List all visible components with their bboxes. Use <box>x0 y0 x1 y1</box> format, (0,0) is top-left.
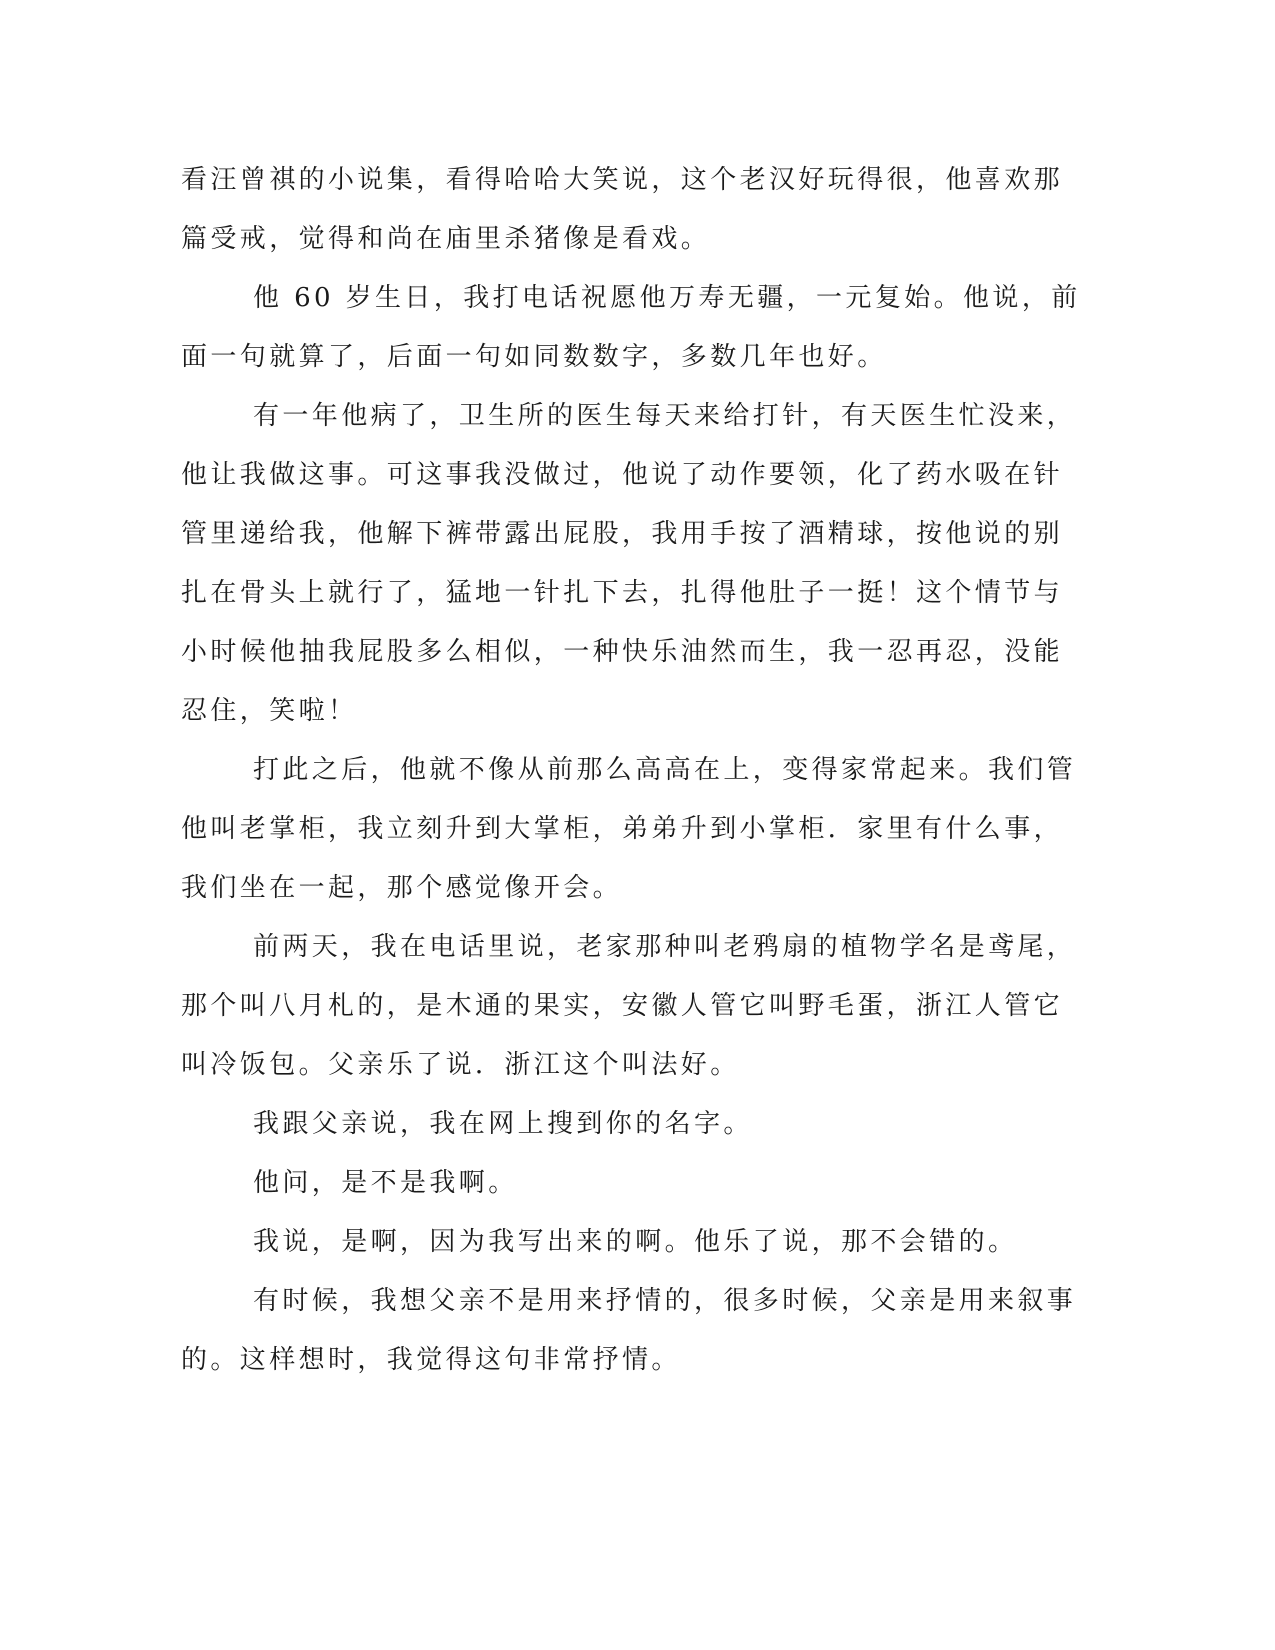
text-line: 我跟父亲说，我在网上搜到你的名字。 <box>253 1109 753 1139</box>
text-line: 有时候，我想父亲不是用来抒情的，很多时候，父亲是用来叙事 <box>253 1286 1077 1316</box>
text-line: 他让我做这事。可这事我没做过，他说了动作要领，化了药水吸在针 <box>181 460 1064 490</box>
text-line: 有一年他病了，卫生所的医生每天来给打针，有天医生忙没来， <box>253 401 1077 431</box>
text-line: 他问，是不是我啊。 <box>253 1168 518 1198</box>
text-line: 我说，是啊，因为我写出来的啊。他乐了说，那不会错的。 <box>253 1227 1018 1257</box>
text-line: 管里递给我，他解下裤带露出屁股，我用手按了酒精球，按他说的别 <box>181 519 1064 549</box>
text-line: 篇受戒，觉得和尚在庙里杀猪像是看戏。 <box>181 224 711 254</box>
text-line: 打此之后，他就不像从前那么高高在上，变得家常起来。我们管 <box>253 755 1077 785</box>
text-line: 他叫老掌柜，我立刻升到大掌柜，弟弟升到小掌柜．家里有什么事， <box>181 814 1064 844</box>
text-line: 叫冷饭包。父亲乐了说．浙江这个叫法好。 <box>181 1050 740 1080</box>
text-line: 的。这样想时，我觉得这句非常抒情。 <box>181 1345 681 1375</box>
text-line: 他 60 岁生日，我打电话祝愿他万寿无疆，一元复始。他说，前 <box>253 283 1081 313</box>
text-line: 面一句就算了，后面一句如同数数字，多数几年也好。 <box>181 342 887 372</box>
text-line: 那个叫八月札的，是木通的果实，安徽人管它叫野毛蛋，浙江人管它 <box>181 991 1064 1021</box>
text-line: 我们坐在一起，那个感觉像开会。 <box>181 873 623 903</box>
text-line: 扎在骨头上就行了，猛地一针扎下去，扎得他肚子一挺！这个情节与 <box>181 578 1064 608</box>
text-line: 忍住，笑啦！ <box>181 696 358 726</box>
text-line: 小时候他抽我屁股多么相似，一种快乐油然而生，我一忍再忍，没能 <box>181 637 1064 667</box>
text-line: 前两天，我在电话里说，老家那种叫老鸦扇的植物学名是鸢尾， <box>253 932 1077 962</box>
text-line: 看汪曾祺的小说集，看得哈哈大笑说，这个老汉好玩得很，他喜欢那 <box>181 165 1064 195</box>
